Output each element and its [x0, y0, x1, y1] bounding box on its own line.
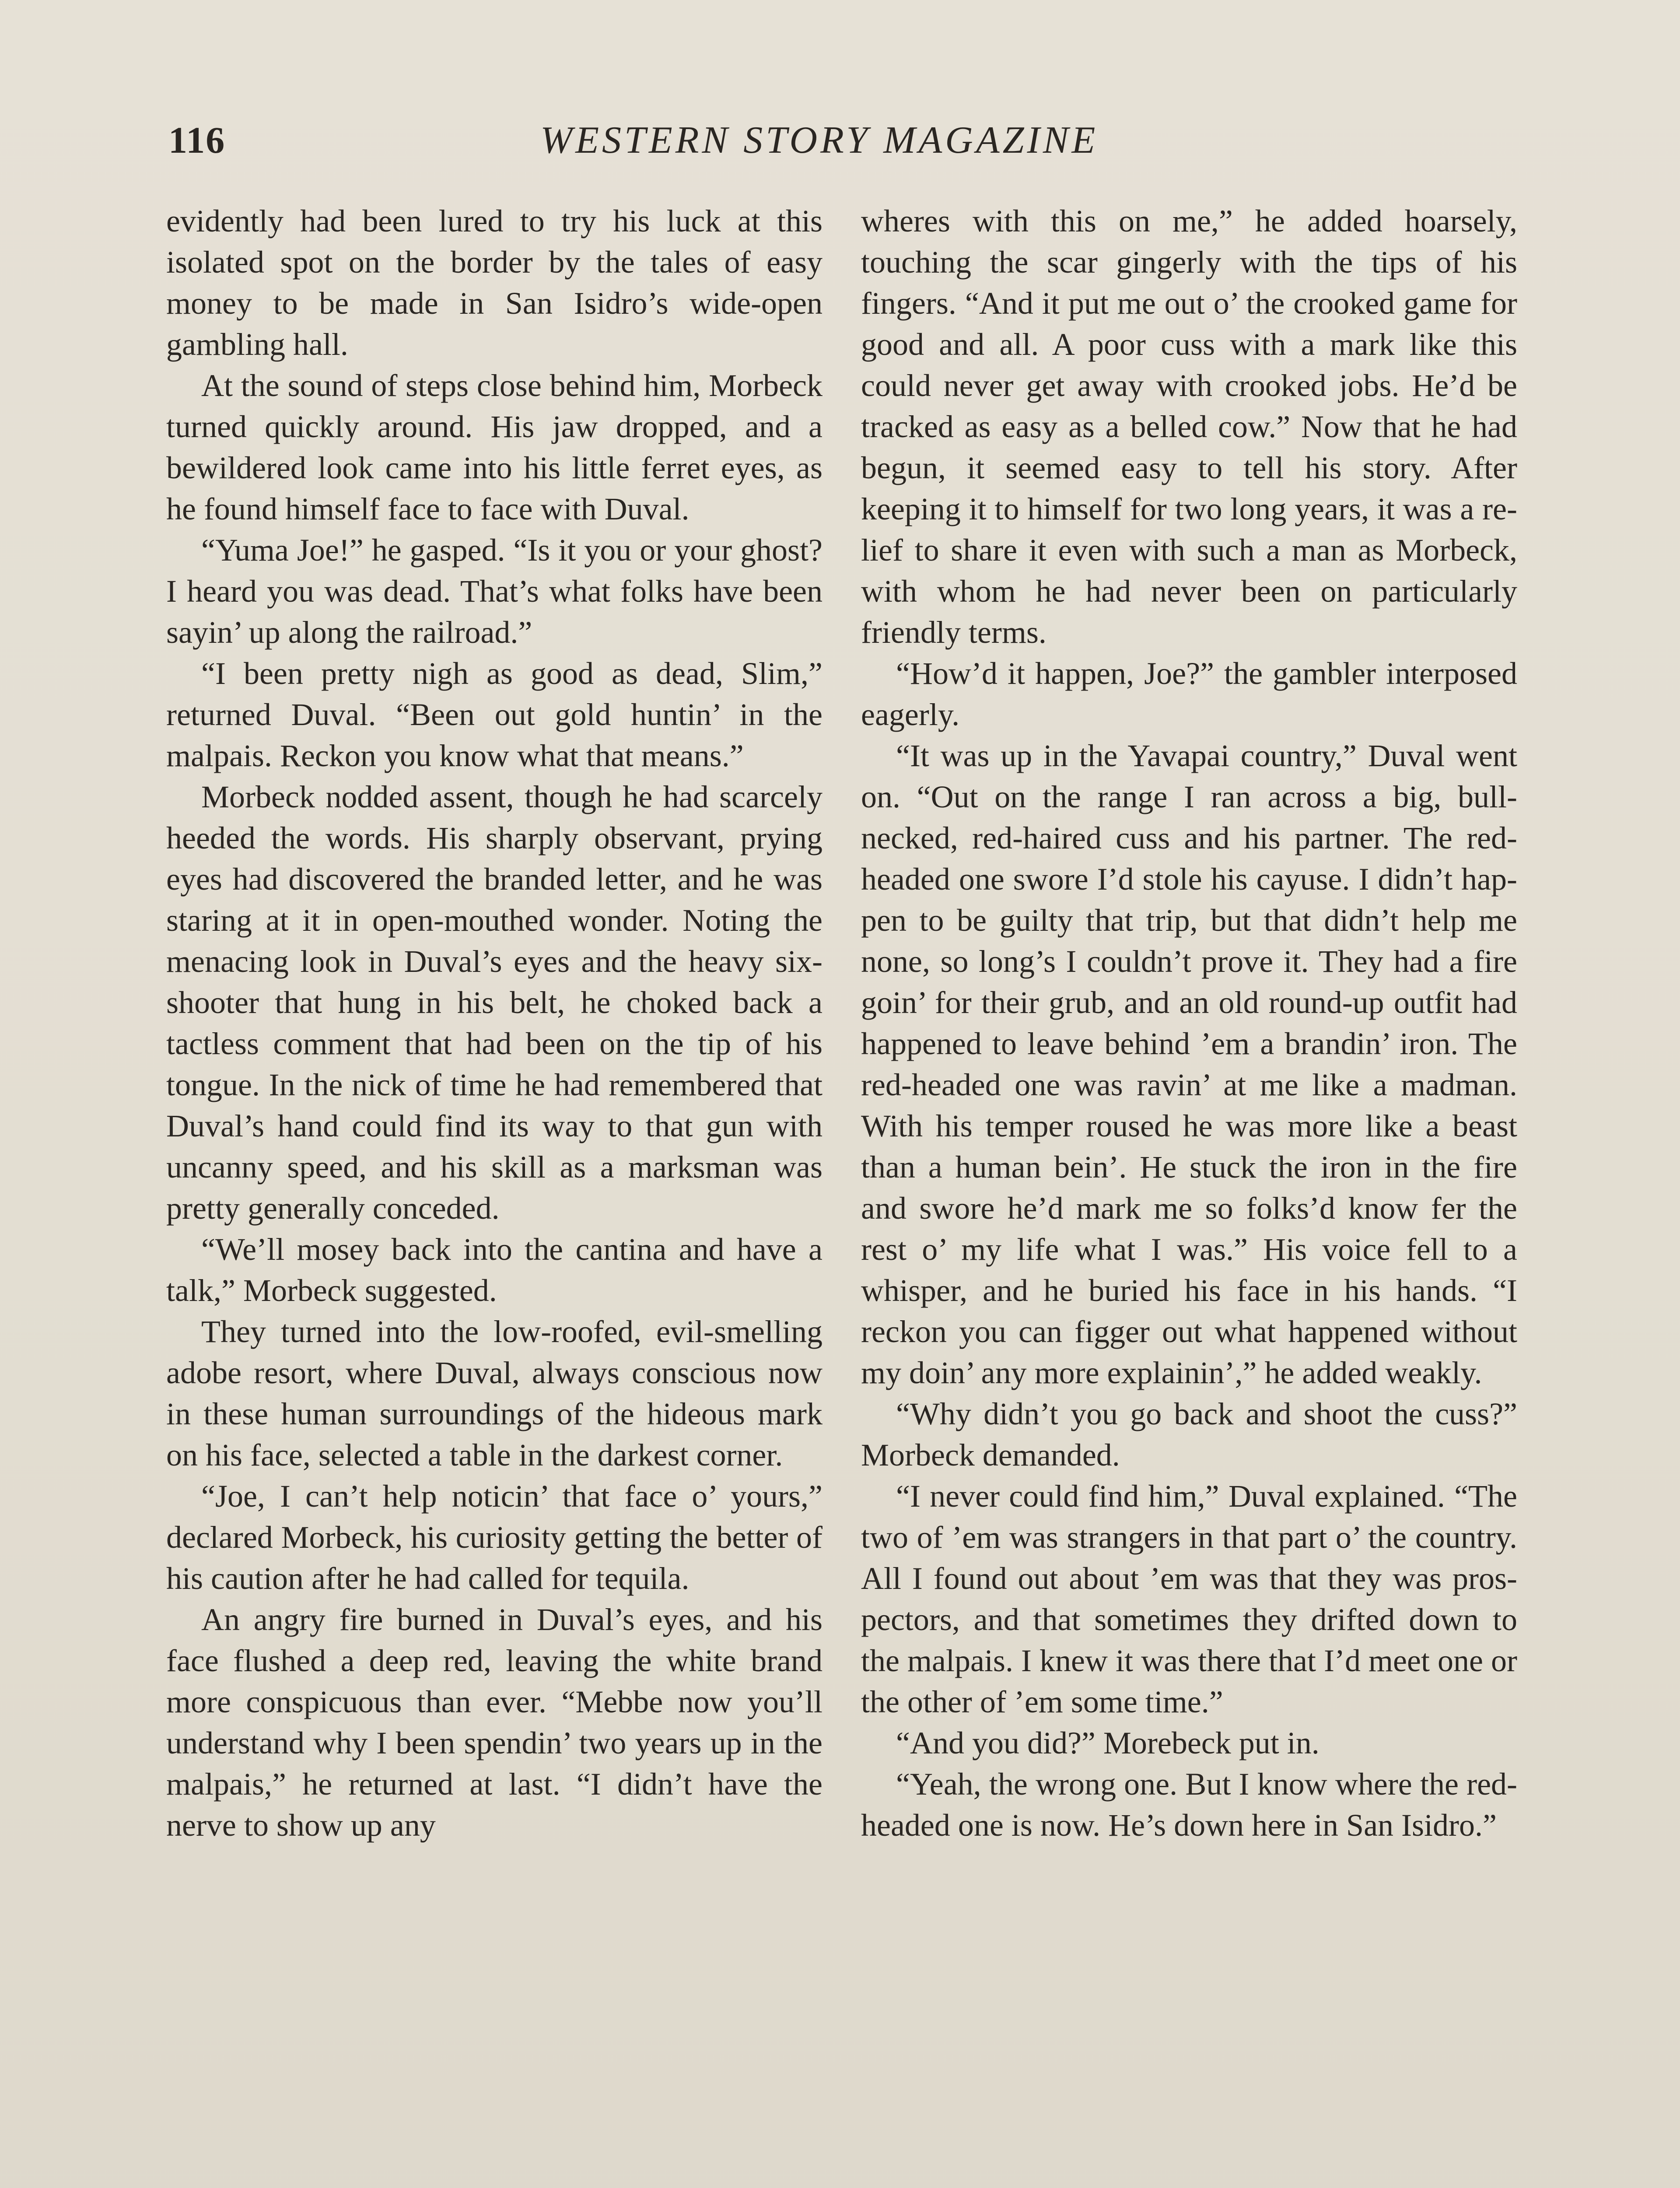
paragraph: Morbeck nodded assent, though he had scarcely heeded the words. His sharply observant, prying eyes had discovered the branded letter, and he was staring at it in open-mouthed wonder. Noting the menacing look in Duval’s eyes and the heavy six-shooter that hung in his belt, he choked back a tactless comment that had been on the tip of his tongue. In the nick of time he had remembered that Duval’s hand could find its way to that gun with uncanny speed, and his skill as a marksman was pretty generally conceded. — [166, 779, 822, 1226]
paragraph: “I never could find him,” Duval explained. “The two of ’em was strangers in that part o’ the country. All I found out about ’em was that they was prospectors, and that sometimes they drifted down to the malpais. I knew it was there that I’d meet one or the other of ’em some time.” — [861, 1479, 1517, 1719]
page-number: 116 — [168, 119, 226, 161]
magazine-title: WESTERN STORY MAGAZINE — [540, 119, 1099, 161]
paragraph: wheres with this on me,” he added hoarsely, touching the scar gingerly with the tips of his fingers. “And it put me out o’ the crooked game for good and all. A poor cuss with a mark like this could never get away with crooked jobs. He’d be tracked as easy as a belled cow.” Now that he had begun, it seemed easy to tell his story. After keeping it to himself for two long years, it was a relief to share it even with such a man as Morbeck, with whom he had never been on particularly friendly terms. — [861, 203, 1517, 650]
paragraph: evidently had been lured to try his luck at this isolated spot on the border by the tales of easy money to be made in San Isidro’s wide-open gambling hall. — [166, 203, 822, 362]
text-column-right — [861, 200, 1517, 1846]
paragraph: “It was up in the Yavapai country,” Duval went on. “Out on the range I ran across a big, bull-necked, red-haired cuss and his partner. The red-headed one swore I’d stole his cayuse. I didn’t happen to be guilty that trip, but that didn’t help me none, so long’s I couldn’t prove it. They had a fire goin’ for their grub, and an old round-up outfit had happened to leave behind ’em a brandin’ iron. The red-headed one was ravin’ at me like a madman. With his temper roused he was more like a beast than a human bein’. He stuck the iron in the fire and swore he’d mark me so folks’d know fer the rest o’ my life what I was.” His voice fell to a whisper, and he buried his face in his hands. “I reckon you can figger out what happened without my doin’ any more explainin’,” he added weakly. — [861, 738, 1517, 1390]
paragraph: “I been pretty nigh as good as dead, Slim,” returned Duval. “Been out gold huntin’ in the malpais. Reckon you know what that means.” — [166, 656, 822, 773]
paragraph: At the sound of steps close behind him, Morbeck turned quickly around. His jaw dropped, and a bewildered look came into his little ferret eyes, as he found himself face to face with Duval. — [166, 368, 822, 526]
paragraph: An angry fire burned in Duval’s eyes, and his face flushed a deep red, leaving the white brand more conspicuous than ever. “Mebbe now you’ll understand why I been spendin’ two years up in the malpais,” he returned at last. “I didn’t have the nerve to show up any — [166, 1602, 822, 1843]
text-column-left — [166, 200, 822, 1846]
paragraph: They turned into the low-roofed, evil-smelling adobe resort, where Duval, always conscious now in these human surroundings of the hideous mark on his face, selected a table in the darkest corner. — [166, 1314, 822, 1473]
paragraph: “Joe, I can’t help noticin’ that face o’ yours,” declared Morbeck, his curiosity getting the better of his caution after he had called for tequila. — [166, 1479, 822, 1596]
paragraph: “Yeah, the wrong one. But I know where the red-headed one is now. He’s down here in San Isidro.” — [861, 1767, 1517, 1843]
paragraph: “And you did?” Morebeck put in. — [896, 1725, 1320, 1760]
page-header — [168, 118, 1586, 171]
paragraph: “We’ll mosey back into the cantina and have a talk,” Morbeck suggested. — [166, 1232, 822, 1308]
paragraph: “Yuma Joe!” he gasped. “Is it you or your ghost? I heard you was dead. That’s what folks have been sayin’ up along the railroad.” — [166, 533, 822, 650]
paragraph: “How’d it happen, Joe?” the gambler interposed eagerly. — [861, 656, 1517, 732]
paragraph: “Why didn’t you go back and shoot the cuss?” Morbeck demanded. — [861, 1396, 1517, 1473]
